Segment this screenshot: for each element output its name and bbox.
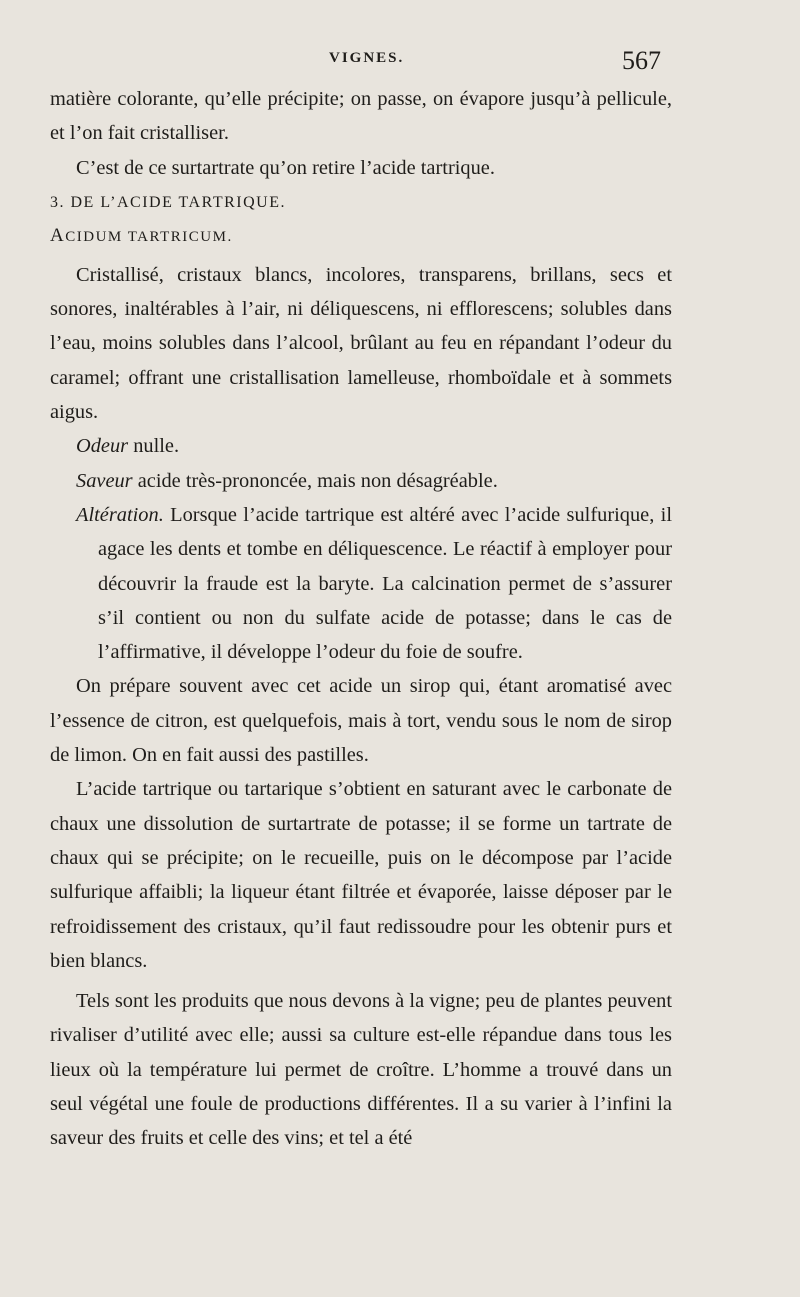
latin-name xyxy=(50,221,672,252)
paragraph-conclusion: Tels sont les produits que nous devons à la vigne; peu de plantes peuvent rivaliser d’utilité avec elle; aussi sa culture est-elle répandue dans tous les lieux où la température lui permet de croître. L’homme a trouvé dans un seul végétal une foule de productions différentes. Il a su varier à l’infini la saveur des fruits et celle des vins; et tel a été xyxy=(50,990,672,1150)
paragraph-surtartrate: C’est de ce surtartrate qu’on retire l’acide tartrique. xyxy=(76,156,495,179)
paragraph-saveur xyxy=(50,464,672,498)
body-text xyxy=(50,82,672,1156)
latin-name-initial: A xyxy=(50,224,66,246)
alteration-text: Lorsque l’acide tartrique est altéré avec l’acide sulfurique, il agace les dents et tombe en déliquescence. Le réactif à employer pour découvrir la fraude est la baryte. La calcination permet de s’assurer s’il contient ou non du sulfate acide de potasse; dans le cas de l’affirmative, il développe l’odeur du foie de soufre. xyxy=(98,503,672,664)
paragraph-sirop: On prépare souvent avec cet acide un sirop qui, étant aromatisé avec l’essence de citron, est quelquefois, mais à tort, vendu sous le nom de sirop de limon. On en fait aussi des pastilles. xyxy=(50,675,672,767)
paragraph-description: Cristallisé, cristaux blancs, incolores, transparens, brillans, secs et sonores, inaltérables à l’air, ni déliquescens, ni efflorescens; solubles dans l’eau, moins solubles dans l’alcool, brûlant au feu en répandant l’odeur du caramel; offrant une cristallisation lamelleuse, rhomboïdale et à sommets aigus. xyxy=(50,263,672,424)
odeur-text: nulle. xyxy=(128,435,180,458)
paragraph-odeur xyxy=(50,429,672,463)
paragraph-continuation: matière colorante, qu’elle précipite; on passe, on évapore jusqu’à pellicule, et l’on fait cristalliser. xyxy=(50,88,672,145)
latin-name-rest: CIDUM TARTRICUM. xyxy=(65,228,233,245)
paragraph-obtention: L’acide tartrique ou tartarique s’obtient en saturant avec le carbonate de chaux une dissolution de surtartrate de potasse; il se forme un tartrate de chaux qui se précipite; on le recueille, puis on le décompose par l’acide sulfurique affaibli; la liqueur étant filtrée et évaporée, laisse déposer par le refroidissement des cristaux, qu’il faut redissoudre pour les obtenir purs et bien blancs. xyxy=(50,778,672,972)
page-number: 567 xyxy=(622,46,661,75)
saveur-text: acide très-prononcée, mais non désagréable. xyxy=(132,469,498,492)
section-title: 3. DE L’ACIDE TARTRIQUE. xyxy=(50,193,286,211)
odeur-label: Odeur xyxy=(76,435,129,458)
saveur-label: Saveur xyxy=(76,469,133,492)
alteration-label: Altération. xyxy=(76,503,164,526)
paragraph-alteration xyxy=(50,498,672,669)
running-title: VIGNES. xyxy=(329,50,405,66)
